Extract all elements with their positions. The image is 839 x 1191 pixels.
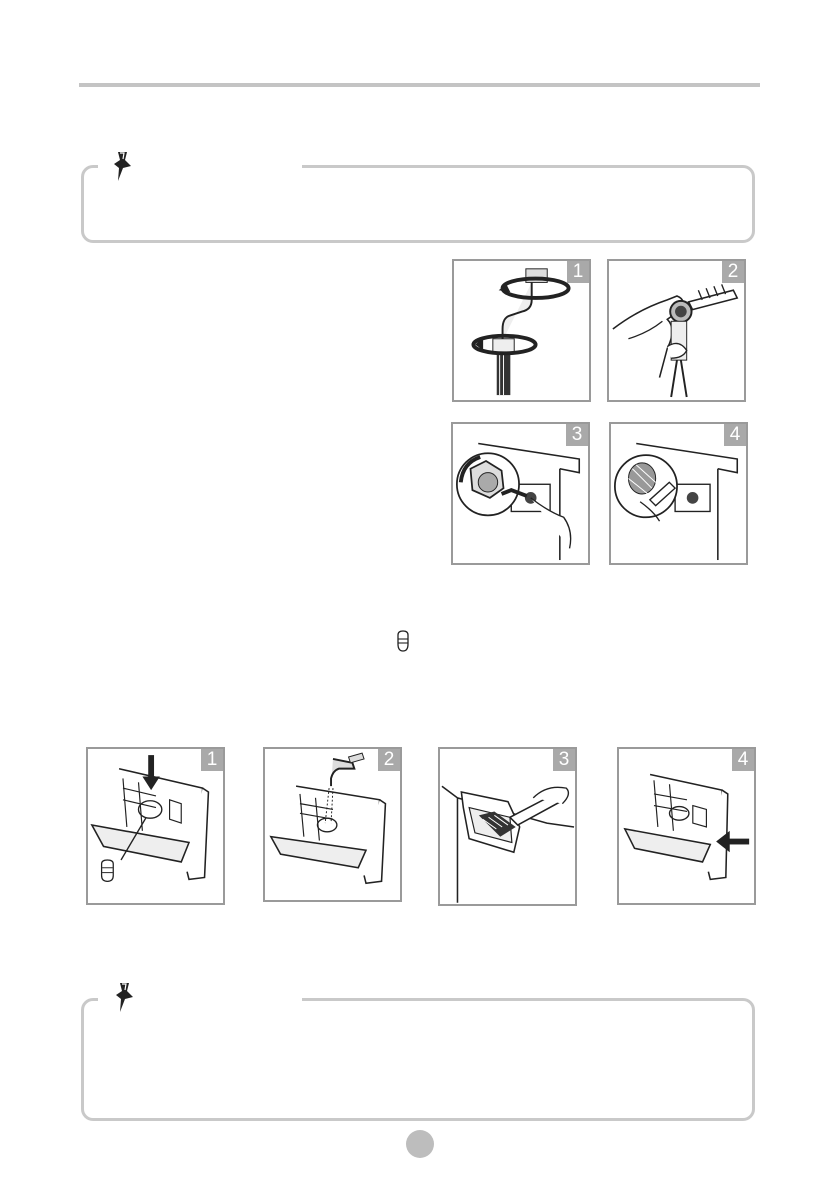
push-pin-icon [112, 150, 134, 182]
figure-brush-2 [607, 259, 746, 402]
figure-number: 2 [378, 749, 400, 771]
figure-number: 4 [724, 424, 746, 446]
figure-inlet-3 [451, 422, 590, 565]
figure-number: 1 [567, 261, 589, 283]
push-drawer-back-icon [619, 749, 754, 903]
push-pin-icon [114, 981, 136, 1013]
note-box-top [81, 165, 755, 243]
figure-drawer-2 [263, 747, 402, 902]
page-number-circle-icon [406, 1130, 434, 1158]
figure-number: 3 [566, 424, 588, 446]
figure-drawer-1 [86, 747, 225, 905]
header-rule [79, 83, 760, 87]
release-button-icon [396, 630, 410, 652]
figure-filter-4 [609, 422, 748, 565]
figure-number: 2 [722, 261, 744, 283]
rinse-drawer-tap-icon [265, 749, 400, 900]
figure-drawer-4 [617, 747, 756, 905]
brush-drawer-housing-icon [440, 749, 575, 904]
figure-tap-1 [452, 259, 591, 402]
figure-number: 4 [732, 749, 754, 771]
figure-drawer-3 [438, 747, 577, 906]
press-dispenser-release-icon [88, 749, 223, 903]
note-box-bottom [81, 998, 755, 1121]
figure-number: 1 [201, 749, 223, 771]
figure-number: 3 [553, 749, 575, 771]
